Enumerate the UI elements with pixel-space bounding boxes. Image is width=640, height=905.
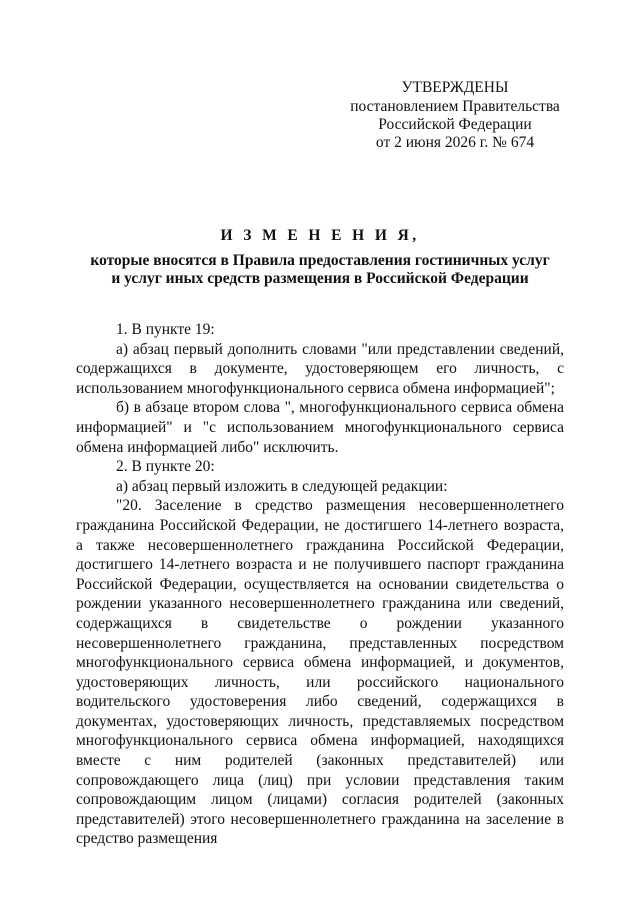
- document-title: И З М Е Н Е Н И Я,: [220, 227, 420, 244]
- approval-line-1: постановлением Правительства: [350, 98, 560, 115]
- paragraph-item-2: 2. В пункте 20:: [116, 458, 215, 476]
- document-subtitle-line-1: которые вносятся в Правила предоставления гостиничных услуг: [90, 252, 550, 269]
- paragraph-item-1a: а) абзац первый дополнить словами "или представлении сведений, содержащихся в документе, удостоверяющем его личность, с использованием многофункционального сервиса обмена информацией";: [76, 340, 564, 397]
- approval-line-2: Российской Федерации: [378, 116, 532, 133]
- paragraph-clause-20: "20. Заселение в средство размещения несовершеннолетнего гражданина Российской Федерации, не достигшего 14-летнего возраста, а также несовершеннолетнего гражданина Российской Федерации, достигшего 14-летнего возраста и не получившего паспорт гражданина Российской Федерации, осуществляется на основании свидетельства о рождении указанного несовершеннолетнего гражданина или сведений, содержащихся в свидетельстве о рождении указанного несовершеннолетнего гражданина, представленных посредством многофункционального сервиса обмена информацией, и документов, удостоверяющих личность, или российского национального водительского удостоверения либо сведений, содержащихся в документах, удостоверяющих личность, представляемых посредством многофункционального сервиса обмена информацией, находящихся вместе с ним родителей (законных представителей) или сопровождающего лица (лиц) при условии представления таким сопровождающим лицом (лицами) согласия родителей (законных представителей) этого несовершеннолетнего гражданина на заселение в средство размещения: [76, 497, 564, 848]
- approval-heading: УТВЕРЖДЕНЫ: [401, 79, 509, 96]
- document-subtitle-line-2: и услуг иных средств размещения в Российской Федерации: [111, 270, 529, 287]
- paragraph-item-1b: б) в абзаце втором слова ", многофункционального сервиса обмена информацией" и "с использованием многофункционального сервиса обмена информацией либо" исключить.: [76, 399, 564, 456]
- document-body: [76, 320, 564, 849]
- paragraph-item-2a: а) абзац первый изложить в следующей редакции:: [116, 477, 448, 495]
- approval-line-3: от 2 июня 2026 г. № 674: [375, 134, 535, 151]
- paragraph-item-1: 1. В пункте 19:: [116, 321, 215, 338]
